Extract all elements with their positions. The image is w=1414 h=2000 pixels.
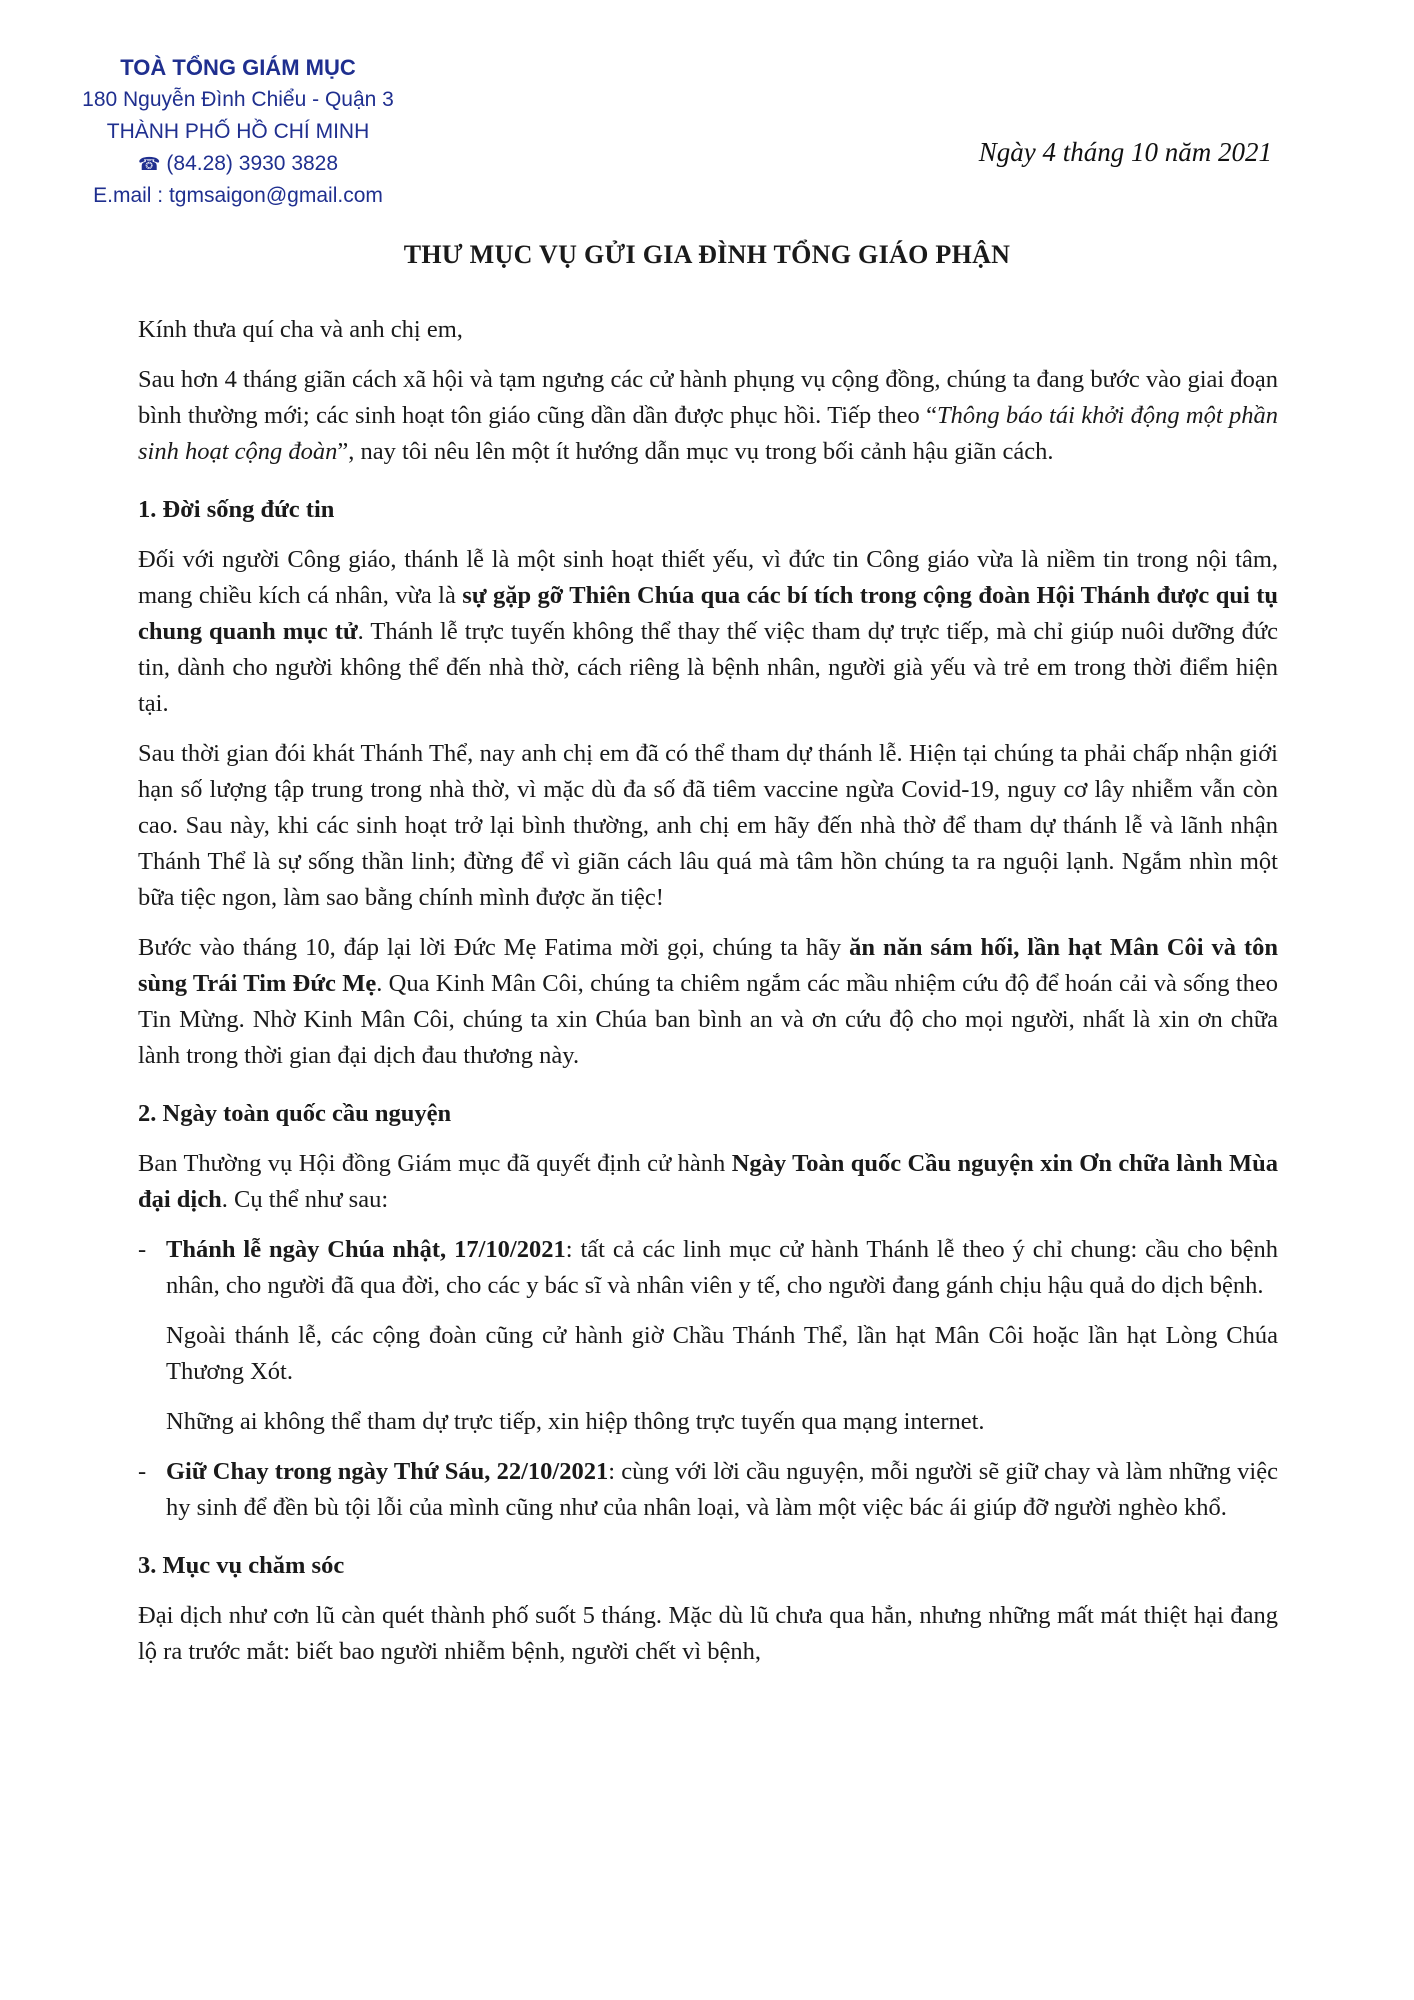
list-item — [138, 1454, 1278, 1526]
emphasis: ăn năn sám hối, lần hạt Mân Côi và tôn sùng Trái Tim Đức Mẹ — [138, 934, 1278, 997]
letter-body — [138, 312, 1278, 1684]
email: E.mail : tgmsaigon@gmail.com — [93, 184, 383, 207]
text: . Cụ thể như sau: — [221, 1186, 389, 1213]
intro-text: Sau hơn 4 tháng giãn cách xã hội và tạm ngưng các cử hành phụng vụ cộng đồng, chúng ta đang bước vào giai đoạn bình thường mới; các sinh hoạt tôn giáo cũng dần dần được phục hồi. Tiếp theo “ — [138, 366, 1278, 429]
text: Đối với người Công giáo, thánh lễ là một sinh hoạt thiết yếu, vì đức tin Công giáo vừa là niềm tin trong nội tâm, mang chiều kích cá nhân, vừa là — [138, 546, 1278, 609]
intro-paragraph — [138, 362, 1278, 470]
bullet-text: : tất cả các linh mục cử hành Thánh lễ theo ý chỉ chung: cầu cho bệnh nhân, cho người đã qua đời, cho các y bác sĩ và nhân viên y tế, cho người đang gánh chịu hậu quả do dịch bệnh. — [166, 1236, 1279, 1299]
section-3-paragraph-1: Đại dịch như cơn lũ càn quét thành phố suốt 5 tháng. Mặc dù lũ chưa qua hẳn, nhưng những mất mát thiệt hại đang lộ ra trước mắt: biết bao người nhiễm bệnh, người chết vì bệnh, — [138, 1602, 1278, 1665]
dash-bullet: - — [138, 1458, 147, 1485]
section-2-heading: 2. Ngày toàn quốc cầu nguyện — [138, 1100, 452, 1127]
section-1-paragraph-3 — [138, 930, 1278, 1074]
section-1-paragraph-1 — [138, 542, 1278, 722]
letter-date: Ngày 4 tháng 10 năm 2021 — [978, 137, 1272, 167]
section-1-heading: 1. Đời sống đức tin — [138, 496, 335, 523]
section-3-heading: 3. Mục vụ chăm sóc — [138, 1552, 345, 1579]
text: Ban Thường vụ Hội đồng Giám mục đã quyết định cử hành — [138, 1150, 732, 1177]
bullet-title: Giữ Chay trong ngày Thứ Sáu, 22/10/2021 — [166, 1458, 609, 1485]
section-2-paragraph-1 — [138, 1146, 1278, 1218]
bullet-text: : cùng với lời cầu nguyện, mỗi người sẽ giữ chay và làm những việc hy sinh để đền bù tội lỗi của mình cũng như của nhân loại, và làm một việc bác ái giúp đỡ người nghèo khổ. — [166, 1458, 1278, 1521]
address: 180 Nguyễn Đình Chiểu - Quận 3 — [82, 88, 394, 111]
phone-number: (84.28) 3930 3828 — [166, 152, 339, 175]
text: . Qua Kinh Mân Côi, chúng ta chiêm ngắm các mầu nhiệm cứu độ để hoán cải và sống theo Tin Mừng. Nhờ Kinh Mân Côi, chúng ta xin Chúa ban bình an và ơn cứu độ cho mọi người, nhất là xin ơn chữa lành trong thời gian đại dịch đau thương này. — [138, 970, 1278, 1069]
bullet-1-extra-2: Những ai không thể tham dự trực tiếp, xin hiệp thông trực tuyến qua mạng internet. — [166, 1408, 985, 1435]
section-1-paragraph-2: Sau thời gian đói khát Thánh Thể, nay anh chị em đã có thể tham dự thánh lễ. Hiện tại chúng ta phải chấp nhận giới hạn số lượng tập trung trong nhà thờ, vì mặc dù đa số đã tiêm vaccine ngừa Covid-19, nguy cơ lây nhiễm vẫn còn cao. Sau này, khi các sinh hoạt trở lại bình thường, anh chị em hãy đến nhà thờ để tham dự thánh lễ và lãnh nhận Thánh Thể là sự sống thần linh; đừng để vì giãn cách lâu quá mà tâm hồn chúng ta ra nguội lạnh. Ngắm nhìn một bữa tiệc ngon, làm sao bằng chính mình được ăn tiệc! — [138, 740, 1278, 911]
intro-text-end: ”, nay tôi nêu lên một ít hướng dẫn mục vụ trong bối cảnh hậu giãn cách. — [337, 438, 1054, 465]
bullet-1-extra-1: Ngoài thánh lễ, các cộng đoàn cũng cử hành giờ Chầu Thánh Thể, lần hạt Mân Côi hoặc lần hạt Lòng Chúa Thương Xót. — [166, 1322, 1278, 1385]
emphasis: sự gặp gỡ Thiên Chúa qua các bí tích trong cộng đoàn Hội Thánh được qui tụ chung quanh mục tử — [138, 582, 1279, 645]
telephone-icon: ☎ — [137, 154, 161, 174]
list-item — [138, 1232, 1278, 1304]
dash-bullet: - — [138, 1236, 147, 1263]
emphasis: Ngày Toàn quốc Cầu nguyện xin Ơn chữa lành Mùa đại dịch — [138, 1150, 1278, 1213]
phone-line — [48, 148, 428, 180]
letter-title: THƯ MỤC VỤ GỬI GIA ĐÌNH TỔNG GIÁO PHẬN — [403, 240, 1011, 269]
salutation: Kính thưa quí cha và anh chị em, — [138, 316, 463, 343]
text: Bước vào tháng 10, đáp lại lời Đức Mẹ Fatima mời gọi, chúng ta hãy — [138, 934, 850, 961]
text: . Thánh lễ trực tuyến không thể thay thế việc tham dự trực tiếp, mà chỉ giúp nuôi dưỡng đức tin, dành cho người không thể đến nhà thờ, cách riêng là bệnh nhân, người già yếu và trẻ em trong thời điểm hiện tại. — [138, 618, 1278, 717]
intro-italic-title: Thông báo tái khởi động một phần sinh hoạt cộng đoàn — [138, 402, 1278, 465]
city: THÀNH PHỐ HỒ CHÍ MINH — [106, 120, 370, 143]
bullet-title: Thánh lễ ngày Chúa nhật, 17/10/2021 — [166, 1236, 566, 1263]
organization-name: TOÀ TỔNG GIÁM MỤC — [120, 55, 356, 80]
letterhead — [48, 52, 428, 212]
